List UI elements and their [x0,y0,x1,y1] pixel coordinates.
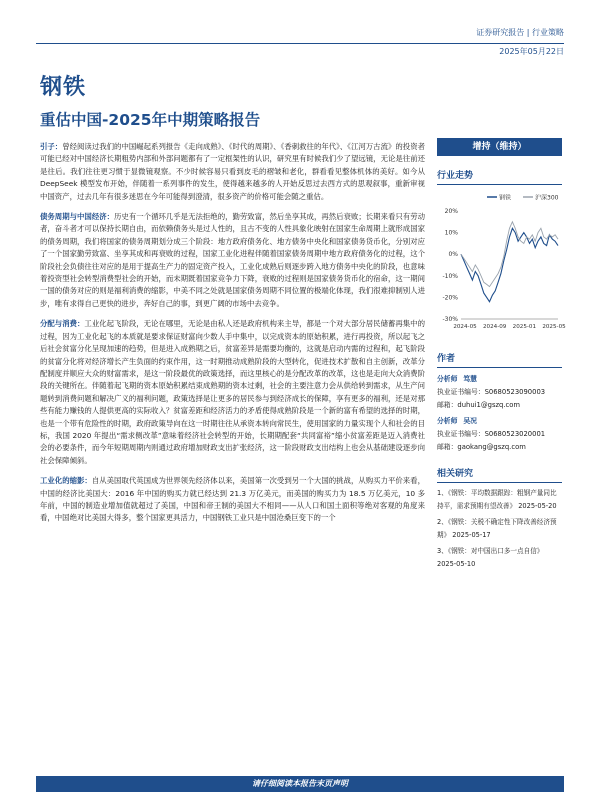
footer-disclaimer: 请仔细阅读本报告末页声明 [36,776,564,792]
paragraph-debt-cycle: 债务周期与中国经济：历史有一个循环几乎是无法拒绝的，勤劳致富，然后坐享其成，再然后衰败；长期来看只有劳动者，奋斗者才可以保持长期自由，而依赖债务头是过人性的，且古不变的人性具象化映射在国家生命周期上就形成国家的债务周期，我们将国家的债务周期划分成三个阶段：地方政府债务化、地方债务中央化和国家债务货币化，分别对应了一个国家勤劳致富、坐享其成和再衰败的过程，国家工业化进程伴随着国家债务周期中地方政府债务化的过程，这个阶段社会负债往往对应的是用于提高生产力的固定资产投入，工业化成熟后则逐步跨入地方债务中央化的阶段，也意味着投资型社会转型消费型社会的开始，而未期既着国家竞争力下降，衰败的过程则是国家债务货币化的宿命，这一期间一国的债务对应的则是福利消费的缩影，中美不同之处就是国家债务周期不同位置的极端化体现，我们很难抑制别人进步，唯有求得自己更快的进步，奔好自己的事，到更广阔的市场中去竞争。 [40,212,425,308]
x-tick-label: 2025-05 [542,324,566,330]
paragraph-intro: 引子：曾经阅读过我们的中国崛起系列报告《走向成熟》、《时代的周期》、《香刺救往的年代》、《江河万古流》的投资者可能已经对中国经济长期粗势内部和外部问题都有了一定框架性的认识，研究里有时候我们少了望远镜，无论是往前还是往后。我们往往更习惯于显微镜观察。不少时候容易只看到皮毛的褶皱和老化，群看看见整体机体的美好。如今从 DeepSeek 模型发布开始，伴随着一系列事件的发生，使得越来越多的人开始反思过去西方式的思观叙事，重新审视中国资产，过去几年有很多迷思在今年可能得到澄清，很多资产的价格可能会随之重估。 [40,142,425,201]
related-heading: 相关研究 [437,466,562,483]
author-email[interactable]: gaokang@gszq.com [457,443,526,451]
author-name: 笃慧 [463,375,477,383]
report-date: 2025年05月22日 [499,47,564,56]
trend-chart-svg [437,189,566,339]
y-tick-label: -30% [442,316,458,323]
sidebar [437,138,566,570]
y-tick-label: 10% [444,229,458,237]
y-tick-label: -20% [442,294,458,302]
author-license: S0680523090003 [484,388,546,396]
related-item[interactable]: 1、《钢铁：平均数据跟踪：粗钢产量同比持平，需求预期有望改善》 2025-05-20 [437,489,557,510]
header-separator: | [526,28,530,37]
author-heading: 作者 [437,351,562,368]
x-tick-label: 2024-05 [453,324,477,330]
y-tick-label: -10% [442,272,458,280]
x-tick-label: 2024-09 [482,324,507,330]
report-header [476,23,564,43]
y-tick-label: 0% [448,251,458,259]
trend-chart [437,189,566,339]
paragraph-distribution: 分配与消费：工业化起飞阶段，无论在哪里，无论是由私人还是政府机构来主导，都是一个对大部分居民储蓄再集中的过程，因为工业化起飞的本质就是要求保证财富向少数人手中集中，以完成资本的原始积累，进行再投资，所以起飞之后社会贫富分化呈现加速的趋势，但是进入成熟期之后，贫富差异是需要均衡的，这就是启动内需的过程和，起飞阶段的贫富分化将对经济增长产生负面的约束作用，这一时期推动成熟阶段的大型转化，促进技术扩散和自主创新，改革分配制度并顺应大众的财富需求，是这一阶段最优的政策选择，而这里核心的是分配改革的改革，这也是走向大众消费阶段的关键所在。伴随着起飞期的资本原始积累结束成熟期的资本过剩，社会的主要注意力会从供给转到需求，从生产问题转到消费问题和解决广义的福利问题，政策选择是让更多的居民参与到经济成长的保障，享有更多的福利，还是对那些有能力赚钱的人提供更高的实际收入？贫富差距和经济活力的矛盾使得成熟阶段是一个新的富有希望的选择的时期，也是一个带有危险性的时期，政府政策导向在这一时期往往从承资本转向常民生，使用国家的力量实现个人和社会的目标，我国 2020 年提出“需求侧改革”意味着经济社会转型的开始，长期期配套“共同富裕”缩小贫富差距是迈入消费社会的必要条件，而今年短期周期内则通过政府增加财政支出扩张经济，这一阶段财政支出结构上也会从基础建设逐步向社会保障倾斜。 [40,319,425,465]
report-title: 重估中国-2025年中期策略报告 [40,111,261,129]
author-role: 分析师 [437,417,458,425]
related-item[interactable]: 3、《钢铁：对中国出口多一点自信》 2025-05-10 [437,547,544,568]
industry-name: 钢铁 [40,75,87,100]
related-item[interactable]: 2、《钢铁：关税不确定性下降改善经济预期》 2025-05-17 [437,518,557,539]
y-tick-label: 20% [444,208,458,215]
legend-label: 钢铁 [499,194,512,202]
x-tick-label: 2025-01 [512,324,537,330]
report-type: 证券研究报告 [476,28,525,37]
paragraph-industrialization: 工业化的缩影：自从美国取代英国成为世界领先经济体以来，美国第一次受到另一个大国的挑战，从购买力平价来看，中国的经济比美国大：2016 年中国的购买力就已经达到 21.3 万亿美元，而美国的购买力为 18.5 万亿美元，10 多年前，中国的制造业增加值就超过了美国，中国和帝王制的美国大不相同——从人口和国土面积等绝对客观的角度来看，中国绝对比美国大得多，整个国家更具活力，中国钢铁工业只是中国沧桑巨变下的一个 [40,476,425,523]
trend-heading: 行业走势 [437,168,562,185]
author-license: S0680523020001 [484,430,546,438]
legend-label: 沪深300 [535,194,559,202]
author-block-2: 分析师 吴况 执业证书编号：S0680523020001 邮箱：gaokang@gszq.com [437,417,546,451]
report-category: 行业策略 [532,28,564,37]
series-line-2 [461,222,558,287]
author-name: 吴况 [463,417,477,425]
author-email[interactable]: duhui1@gszq.com [457,401,521,409]
author-block-1: 分析师 笃慧 执业证书编号：S0680523090003 邮箱：duhui1@gszq.com [437,375,546,409]
author-role: 分析师 [437,375,458,383]
header-divider [36,43,564,44]
rating-badge: 增持（维持） [437,138,562,156]
body-text [40,141,425,533]
